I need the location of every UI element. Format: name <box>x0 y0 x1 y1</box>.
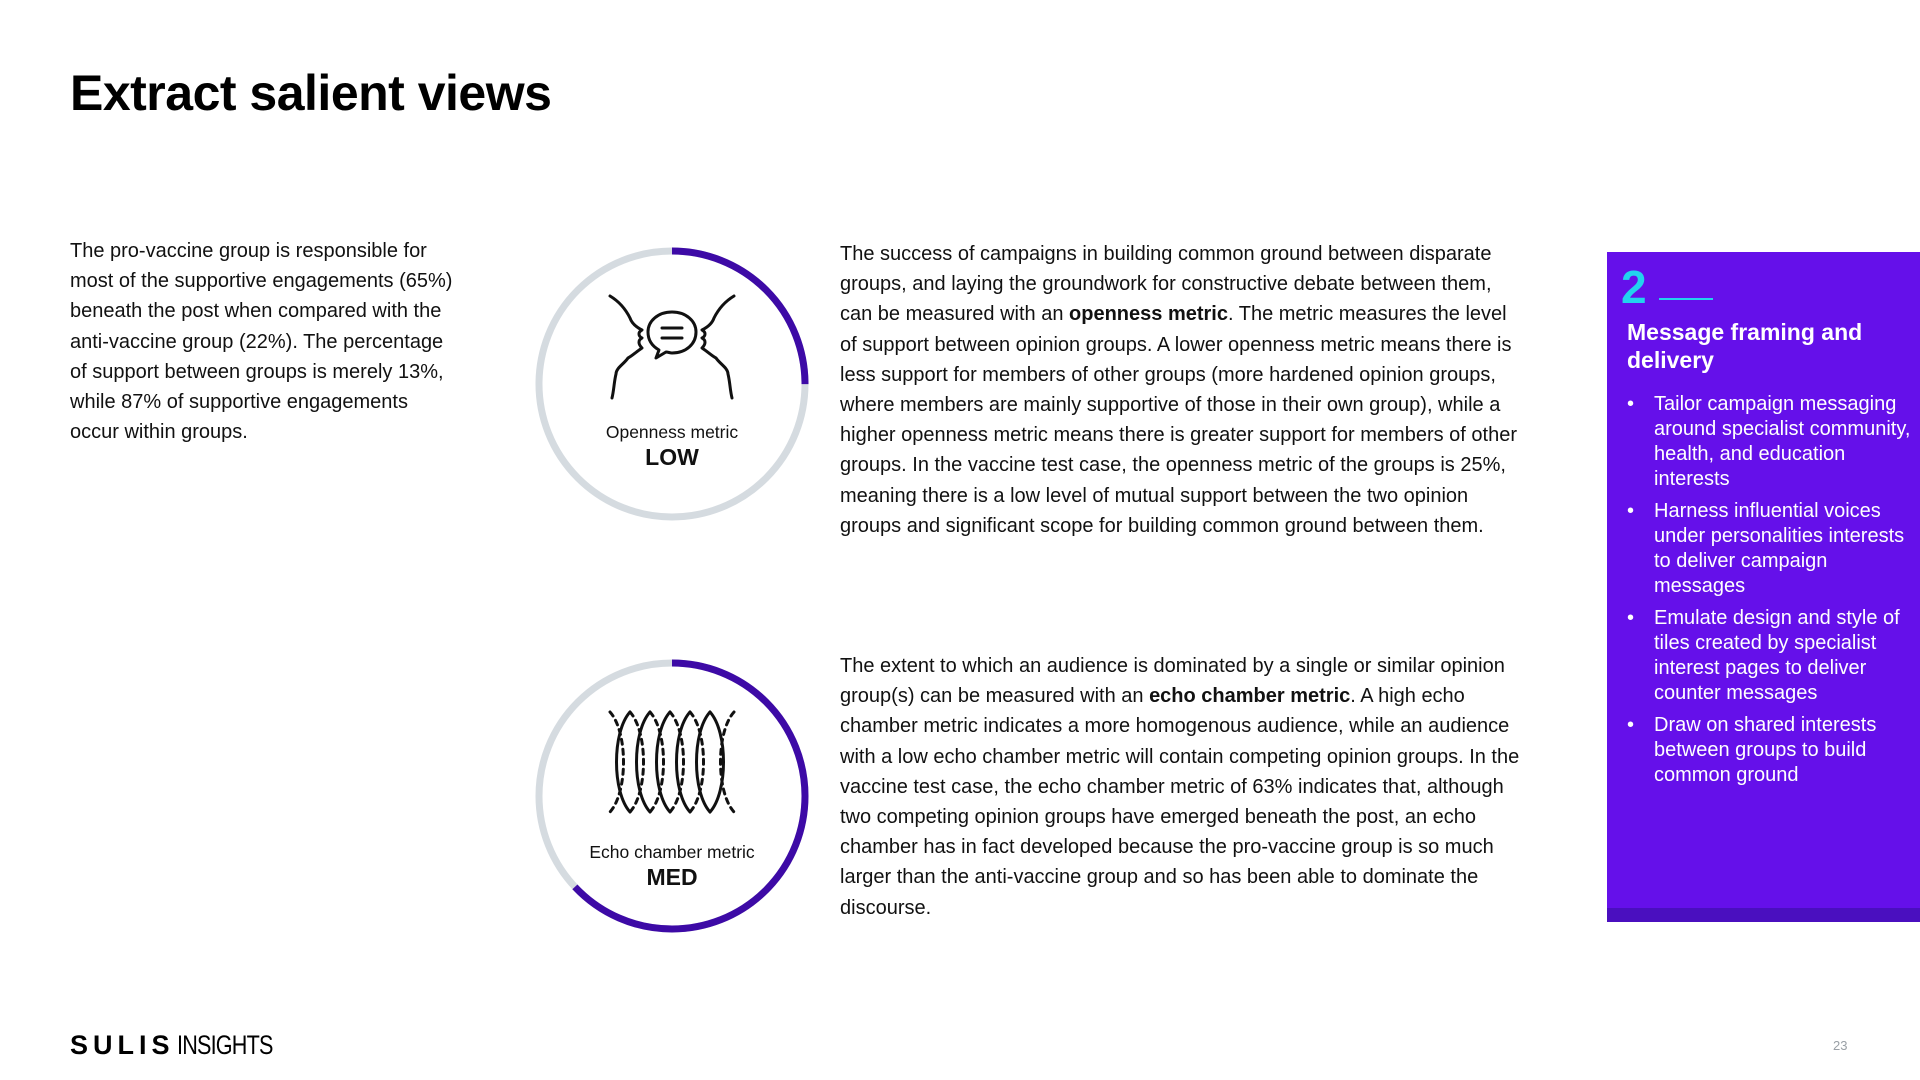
sulis-insights-logo <box>70 1030 296 1061</box>
list-item-text: Tailor campaign messaging around specialist community, health, and education interests <box>1654 393 1911 490</box>
panel-accent-rule <box>1659 298 1713 300</box>
recommendation-panel <box>1607 252 1920 922</box>
openness-paragraph <box>840 239 1520 541</box>
openness-text-part2: . The metric measures the level of support between opinion groups. A lower openness metric means there is less support for members of other groups (more hardened opinion groups, where members are mainly supportive of those in their own group), while a higher openness metric means there is greater support for members of other groups. In the vaccine test case, the openness metric of the groups is 25%, meaning there is a low level of mutual support between the two opinion groups and significant scope for building common ground between them. <box>840 303 1517 537</box>
echo-chamber-level: MED <box>646 864 698 890</box>
bullet-icon: • <box>1627 607 1635 629</box>
page-title: Extract salient views <box>70 65 552 121</box>
openness-level: LOW <box>645 444 699 470</box>
bullet-icon: • <box>1627 500 1635 522</box>
panel-bullet-list <box>1627 392 1917 795</box>
intro-paragraph: The pro-vaccine group is responsible for most of the supportive engagements (65%) beneath the post when compared with the anti-vaccine group (22%). The percentage of support between groups is merely 13%, while 87% of supportive engagements occur within groups. <box>70 240 453 444</box>
panel-heading: Message framing and delivery <box>1627 319 1863 373</box>
openness-label: Openness metric <box>605 422 739 442</box>
echo-chamber-paragraph <box>840 651 1520 923</box>
list-item <box>1627 713 1917 788</box>
logo-text-insights: INSIGHTS <box>176 1030 273 1060</box>
bullet-icon: • <box>1627 393 1635 415</box>
list-item-text: Draw on shared interests between groups to build common ground <box>1654 714 1877 786</box>
page-number: 23 <box>1833 1038 1848 1053</box>
echo-chamber-gauge <box>532 656 812 936</box>
echo-text-bold: echo chamber metric <box>1149 685 1351 708</box>
echo-waves-icon <box>604 708 740 816</box>
panel-bottom-bar <box>1607 908 1920 922</box>
list-item <box>1627 606 1917 706</box>
list-item-text: Harness influential voices under personalities interests to deliver campaign messages <box>1654 500 1905 597</box>
list-item-text: Emulate design and style of tiles created by specialist interest pages to deliver counter messages <box>1654 607 1900 704</box>
openness-gauge <box>532 244 812 524</box>
panel-number: 2 <box>1621 261 1647 313</box>
list-item <box>1627 392 1917 492</box>
openness-text-part1: The success of campaigns in building common ground between disparate groups, and laying the groundwork for constructive debate between them, can be measured with an <box>840 243 1492 326</box>
echo-text-part1: The extent to which an audience is dominated by a single or similar opinion group(s) can be measured with an <box>840 655 1505 708</box>
echo-text-part2: . A high echo chamber metric indicates a more homogenous audience, while an audience with a low echo chamber metric will contain competing opinion groups. In the vaccine test case, the echo chamber metric of 63% indicates that, although two competing opinion groups have emerged beneath the post, an echo chamber has in fact developed because the pro-vaccine group is so much larger than the anti-vaccine group and so has been able to dominate the discourse. <box>840 685 1520 919</box>
conversation-faces-icon <box>602 294 742 404</box>
logo-text-sulis: SULIS <box>70 1030 175 1060</box>
echo-chamber-label: Echo chamber metric <box>589 842 755 862</box>
list-item <box>1627 499 1917 599</box>
bullet-icon: • <box>1627 714 1635 736</box>
openness-text-bold: openness metric <box>1069 303 1228 326</box>
